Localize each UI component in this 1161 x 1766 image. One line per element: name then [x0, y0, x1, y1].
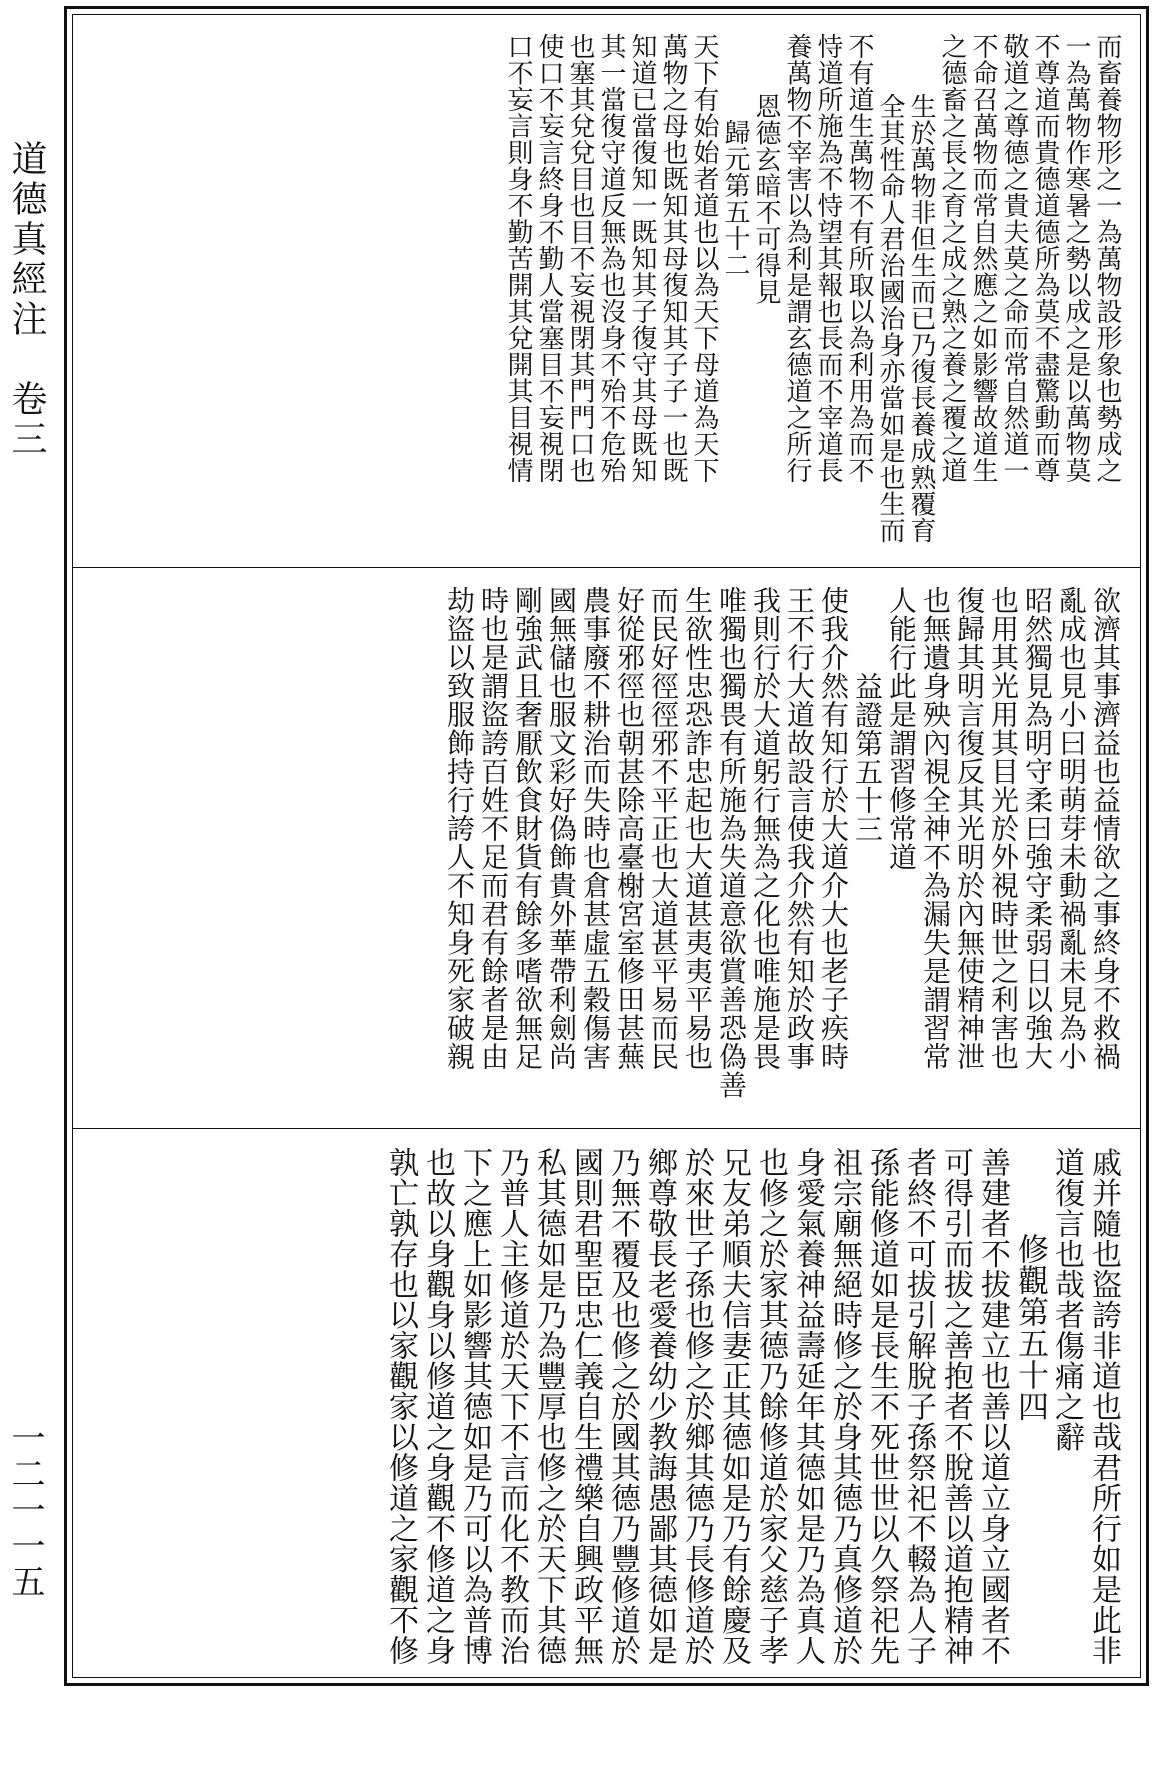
chapter-heading: 修觀第五十四: [1012, 1233, 1048, 1422]
text-column: 兄友弟順夫信妻正其德如是乃有餘慶及: [716, 1147, 751, 1666]
text-column: 乃無不覆及也修之於國其德乃豐修道於: [605, 1147, 640, 1666]
text-column: 也故以身觀身以修道之身觀不修道之身: [420, 1147, 455, 1666]
text-column: 人能行此是謂習修常道: [885, 586, 918, 871]
text-column: 孫能修道如是長生不死世世以久祭祀先: [864, 1147, 899, 1666]
text-column: 於來世子孫也修之於鄉其德乃長修道於: [679, 1147, 714, 1666]
text-column: 不命召萬物而常自然應之如影響故道生: [968, 33, 998, 484]
text-column: 國無儲也服文彩好偽飾貴外華帶利劍尚: [545, 586, 578, 1071]
text-column: 戚并隨也盜誇非道也哉君所行如是此非: [1086, 1147, 1121, 1666]
text-band-bottom: [77, 1133, 1136, 1681]
text-column: 其一當復守道反無為也沒身不殆不危殆: [596, 33, 626, 484]
text-column: 剛強武且奢厭飲食財貨有餘多嗜欲無足: [511, 586, 544, 1071]
text-column: 可得引而拔之善抱者不脫善以道抱精神: [938, 1147, 973, 1666]
text-band-top: [77, 19, 1136, 564]
text-column: 善建者不拔建立也善以道立身立國者不: [975, 1147, 1010, 1666]
side-title: 道德真經注 卷三: [6, 140, 47, 460]
text-column: 恩德玄暗不可得見: [751, 93, 781, 305]
text-column: 我則行於大道躬行無為之化也唯施是畏: [749, 586, 782, 1071]
text-column: 也無遺身殃內視全神不為漏失是謂習常: [919, 586, 952, 1071]
text-column: 也用其光用其目光於外視時世之利害也: [987, 586, 1020, 1071]
text-column: 昭然獨見為明守柔曰強守柔弱日以強大: [1021, 586, 1054, 1071]
column-container: [91, 586, 1122, 1115]
text-column: 生欲性忠恐詐忠起也大道甚夷夷平易也: [681, 586, 714, 1071]
text-column: 私其德如是乃為豐厚也修之於天下其德: [531, 1147, 566, 1666]
text-column: 乃普人主修道於天下不言而化不教而治: [494, 1147, 529, 1666]
text-column: 全其性命人君治國治身亦當如是也生而: [875, 93, 905, 544]
text-column: 復歸其明言復反其光明於內無使精神泄: [953, 586, 986, 1071]
page-frame: [64, 6, 1149, 1686]
text-column: 國則君聖臣忠仁義自生禮樂自興政平無: [568, 1147, 603, 1666]
text-column: 道復言也哉者傷痛之辭: [1049, 1147, 1084, 1452]
text-column: 好從邪徑也朝甚除高臺榭宮室修田甚蕪: [613, 586, 646, 1071]
text-column: 劫盜以致服飾持行誇人不知身死家破親: [443, 586, 476, 1071]
text-column: 欲濟其事濟益也益情欲之事終身不救禍: [1089, 586, 1122, 1071]
text-column: 下之應上如影響其德如是乃可以為普博: [457, 1147, 492, 1666]
text-column: 敬道之尊德之貴夫莫之命而常自然道一: [999, 33, 1029, 484]
text-column: 之德畜之長之育之成之熟之養之覆之道: [937, 33, 967, 484]
text-column: 養萬物不宰害以為利是謂玄德道之所行: [782, 33, 812, 484]
text-column: 農事廢不耕治而失時也倉甚虛五穀傷害: [579, 586, 612, 1071]
text-column: 萬物之母也既知其母復知其子子一也既: [658, 33, 688, 484]
text-column: 祖宗廟無絕時修之於身其德乃真修道於: [827, 1147, 862, 1666]
text-column: 也修之於家其德乃餘修道於家父慈子孝: [753, 1147, 788, 1666]
text-column: 而民好徑徑邪不平正也大道甚平易而民: [647, 586, 680, 1071]
chapter-heading: 歸元第五十二: [720, 119, 750, 278]
text-column: 也塞其兌兌目也目不妄視閉其門門口也: [565, 33, 595, 484]
text-column: 使我介然有知行於大道介大也老子疾時: [817, 586, 850, 1071]
column-container: [91, 33, 1122, 554]
text-column: 時也是謂盜誇百姓不足而君有餘者是由: [477, 586, 510, 1071]
text-column: 唯獨也獨畏有所施為失道意欲賞善恐偽善: [715, 586, 748, 1099]
text-column: 使口不妄言終身不勤人當塞目不妄視閉: [534, 33, 564, 484]
column-container: [91, 1147, 1122, 1671]
text-column: 恃道所施為不恃望其報也長而不宰道長: [813, 33, 843, 484]
text-column: 不尊道而貴德道德所為莫不盡驚動而尊: [1030, 33, 1060, 484]
text-column: 王不行大道故設言使我介然有知於政事: [783, 586, 816, 1071]
page-number: 一二一一五: [5, 1420, 45, 1600]
band-divider: [73, 1128, 1140, 1129]
band-divider: [73, 567, 1140, 568]
text-column: 知道已當復知一既知其子復守其母既知: [627, 33, 657, 484]
text-column: 一為萬物作寒暑之勢以成之是以萬物莫: [1061, 33, 1091, 484]
text-column: 口不妄言則身不勤苦開其兌開其目視情: [503, 33, 533, 484]
text-column: 身愛氣養神益壽延年其德如是乃為真人: [790, 1147, 825, 1666]
text-column: 孰亡孰存也以家觀家以修道之家觀不修: [383, 1147, 418, 1666]
text-column: 者終不可拔引解脫子孫祭祀不輟為人子: [901, 1147, 936, 1666]
text-column: 不有道生萬物不有所取以為利用為而不: [844, 33, 874, 484]
text-band-middle: [77, 572, 1136, 1125]
text-column: 鄉尊敬長老愛養幼少教誨愚鄙其德如是: [642, 1147, 677, 1666]
text-column: 天下有始始者道也以為天下母道為天下: [689, 33, 719, 484]
text-column: 生於萬物非但生而已乃復長養成熟覆育: [906, 93, 936, 544]
text-column: 而畜養物形之一為萬物設形象也勢成之: [1092, 33, 1122, 484]
text-column: 亂成也見小曰明萌芽未動禍亂未見為小: [1055, 586, 1088, 1071]
chapter-heading: 益證第五十三: [851, 672, 884, 843]
